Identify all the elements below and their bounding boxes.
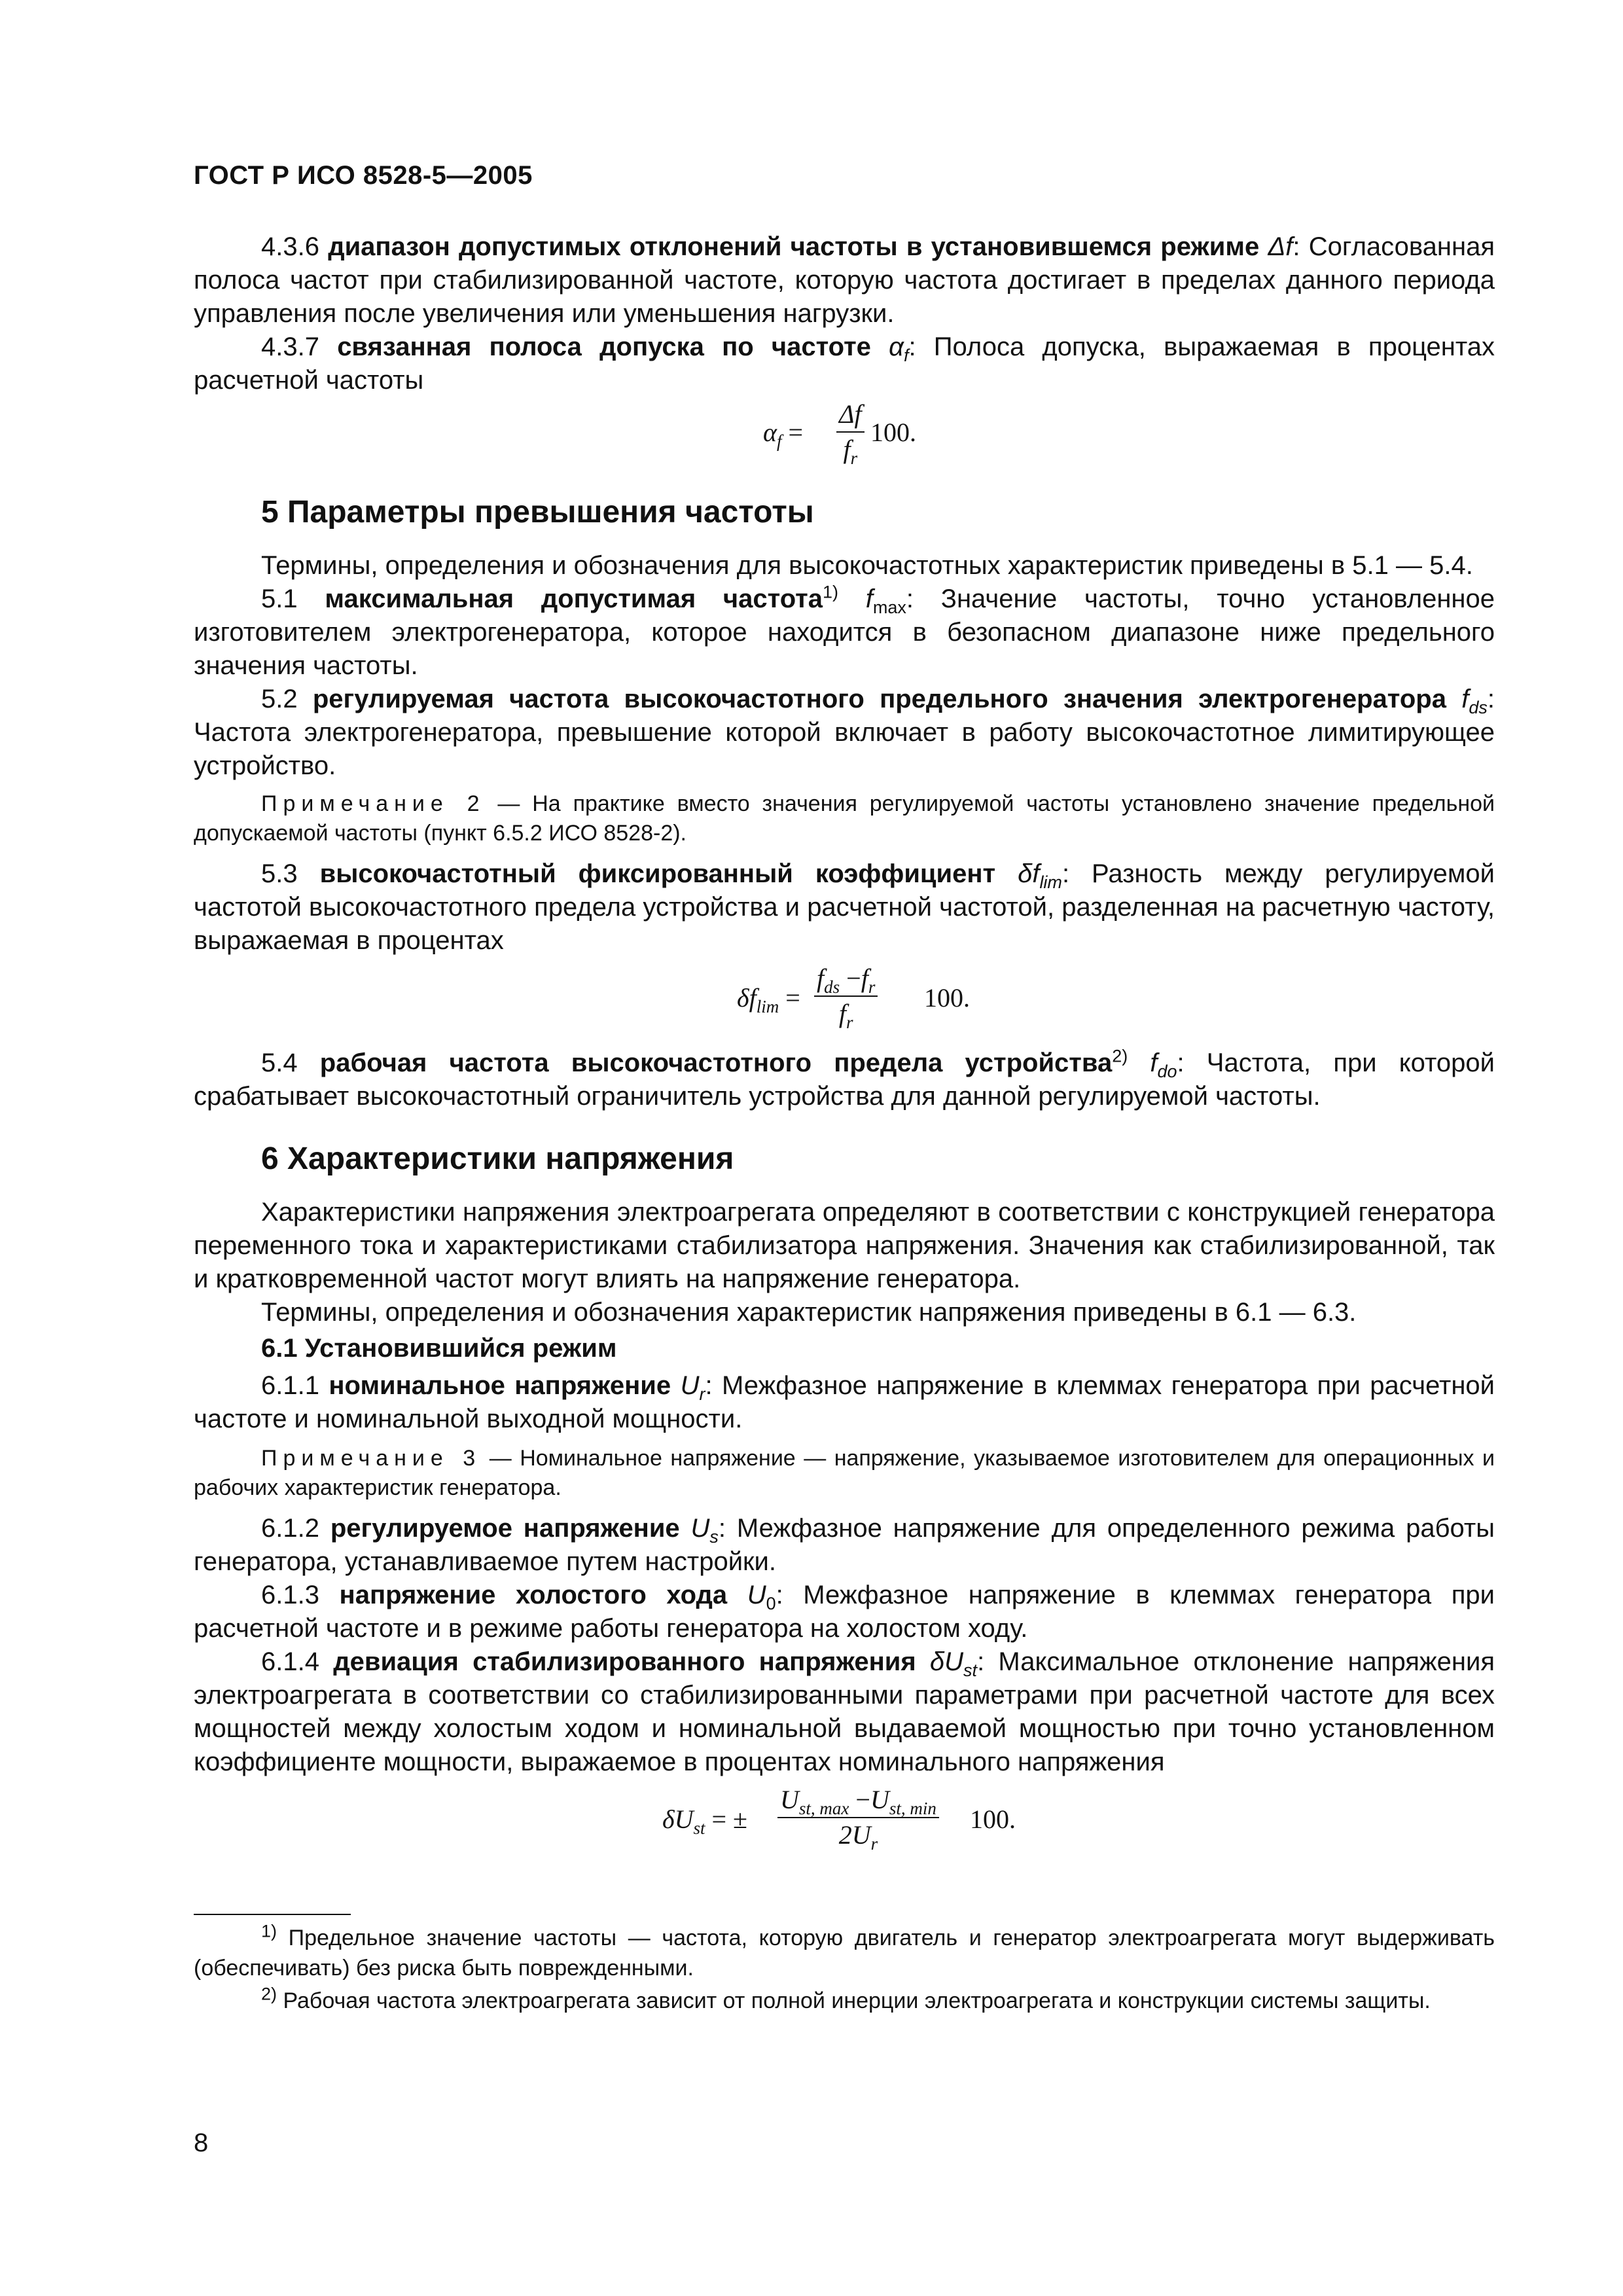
formula-delta-u-st: $\delta U_{st}$ = ± $U_{st, max} -U_{st, min}$ $2U_r$ 100.	[662, 1785, 1016, 1854]
fraction: $\frac{\Delta f}{f_r}$	[836, 400, 865, 464]
page-number: 8	[194, 2128, 209, 2157]
subsection-6-1-heading: 6.1 Установившийся режим	[261, 1334, 617, 1363]
term: регулируемое напряжение	[330, 1514, 680, 1543]
term: напряжение холостого хода	[339, 1581, 728, 1609]
term: рабочая частота высокочастотного предела устройства	[319, 1049, 1113, 1077]
section-6-heading: 6 Характеристики напряжения	[261, 1141, 734, 1176]
clause-5-2: 5.2 регулируемая частота высокочастотного предельного значения электрогенератора $f_{ds}$: Частота электрогенератора, превышение которой включает в работу высокочастотное лимитирующее устройство.	[194, 685, 1495, 780]
footnote-ref: 2)	[1112, 1046, 1128, 1066]
symbol: Δf	[1268, 232, 1293, 261]
fraction: $U_{st, max} -U_{st, min}$ $2U_r$	[777, 1785, 939, 1850]
clause-5-4: 5.4 рабочая частота высокочастотного предела устройства$^{2)}$ $f_{do}$: Частота, при которой срабатывает высокочастотный ограничитель устройства для данной регулируемой частоты.	[194, 1046, 1495, 1111]
term: максимальная допустимая частота	[325, 584, 823, 613]
note-3: Примечание 3 — Номинальное напряжение — напряжение, указываемое изготовителем для операционных и рабочих характеристик генератора.	[194, 1446, 1495, 1500]
clause-6-1-2: 6.1.2 регулируемое напряжение $U_s$: Межфазное напряжение для определенного режима работы генератора, устанавливаемое путем настройки.	[194, 1514, 1495, 1576]
symbol: α	[889, 332, 904, 361]
term: девиация стабилизированного напряжения	[333, 1647, 916, 1676]
term: высокочастотный фиксированный коэффициент	[319, 859, 996, 888]
term: номинальное напряжение	[329, 1371, 671, 1400]
clause-5-1: 5.1 максимальная допустимая частота$^{1)}$ $f_{max}$: Значение частоты, точно установленное изготовителем электрогенератора, которое находится в безопасном диапазоне ниже предельного значения частоты.	[194, 582, 1495, 680]
clause-6-1-1: 6.1.1 номинальное напряжение $U_r$: Межфазное напряжение в клеммах генератора при расчетной частоте и номинальной выходной мощности.	[194, 1371, 1495, 1433]
section-5-heading: 5 Параметры превышения частоты	[261, 495, 814, 529]
footnote-ref: 1)	[822, 582, 838, 602]
footnote-1: $^{1)}$ Предельное значение частоты — частота, которую двигатель и генератор электроагрегата могут выдерживать (обеспечивать) без риска быть поврежденными.	[194, 1921, 1495, 1981]
footnote-2: $^{2)}$ Рабочая частота электроагрегата зависит от полной инерции электроагрегата и конструкции системы защиты.	[261, 1984, 1431, 2013]
clause-4-3-6: 4.3.6 диапазон допустимых отклонений частоты в установившемся режиме Δf: Согласованная полоса частот при стабилизированной частоте, которую частота достигает в пределах данного периода управления после увеличения или уменьшения нагрузки.	[194, 232, 1495, 328]
clause-6-1-4: 6.1.4 девиация стабилизированного напряжения $\delta U_{st}$: Максимальное отклонение напряжения электроагрегата в соответствии со стабилизированными параметрами при расчетной частоте для всех мощностей между холостым ходом и номинальной выдаваемой мощностью при точно установленном коэффициенте мощности, выражаемое в процентах номинального напряжения	[194, 1647, 1495, 1776]
term: связанная полоса допуска по частоте	[337, 332, 871, 361]
page-content	[194, 230, 1495, 1864]
footnote-divider	[194, 1914, 351, 1915]
formula-delta-f-lim: $\delta f_{lim}$ = $f_{ds} -f_r$ $f_r$ 100.	[737, 963, 970, 1032]
clause-6-1-3: 6.1.3 напряжение холостого хода $U_0$: Межфазное напряжение в клеммах генератора при расчетной частоте и в режиме работы генератора на холостом ходу.	[194, 1581, 1495, 1643]
clause-5-3: 5.3 высокочастотный фиксированный коэффициент $\delta f_{lim}$: Разность между регулируемой частотой высокочастотного предела устройства и расчетной частотой, разделенная на расчетную частоту, выражаемая в процентах	[194, 859, 1495, 955]
formula-alpha-f: $\alpha_f$ = $\frac{\Delta f}{f_r}$ 100.	[763, 399, 916, 468]
document-header: ГОСТ Р ИСО 8528-5—2005	[194, 161, 533, 190]
section-6-terms: Термины, определения и обозначения характеристик напряжения приведены в 6.1 — 6.3.	[261, 1298, 1357, 1327]
section-6-intro: Характеристики напряжения электроагрегата определяют в соответствии с конструкцией генератора переменного тока и характеристиками стабилизатора напряжения. Значения как стабилизированной, так и кратковременной частот могут влиять на напряжение генератора.	[194, 1198, 1495, 1293]
term: регулируемая частота высокочастотного предельного значения электрогенератора	[312, 685, 1446, 713]
fraction: $f_{ds} -f_r$ $f_r$	[814, 964, 878, 1028]
term: диапазон допустимых отклонений частоты в установившемся режиме	[328, 232, 1260, 261]
clause-4-3-7: 4.3.7 связанная полоса допуска по частоте $\alpha_f$: Полоса допуска, выражаемая в процентах расчетной частоты	[194, 332, 1495, 395]
note-2: Примечание 2 — На практике вместо значения регулируемой частоты установлено значение предельной допускаемой частоты (пункт 6.5.2 ИСО 8528-2).	[194, 791, 1495, 846]
section-5-intro: Термины, определения и обозначения для высокочастотных характеристик приведены в 5.1 — 5.4.	[261, 551, 1473, 580]
